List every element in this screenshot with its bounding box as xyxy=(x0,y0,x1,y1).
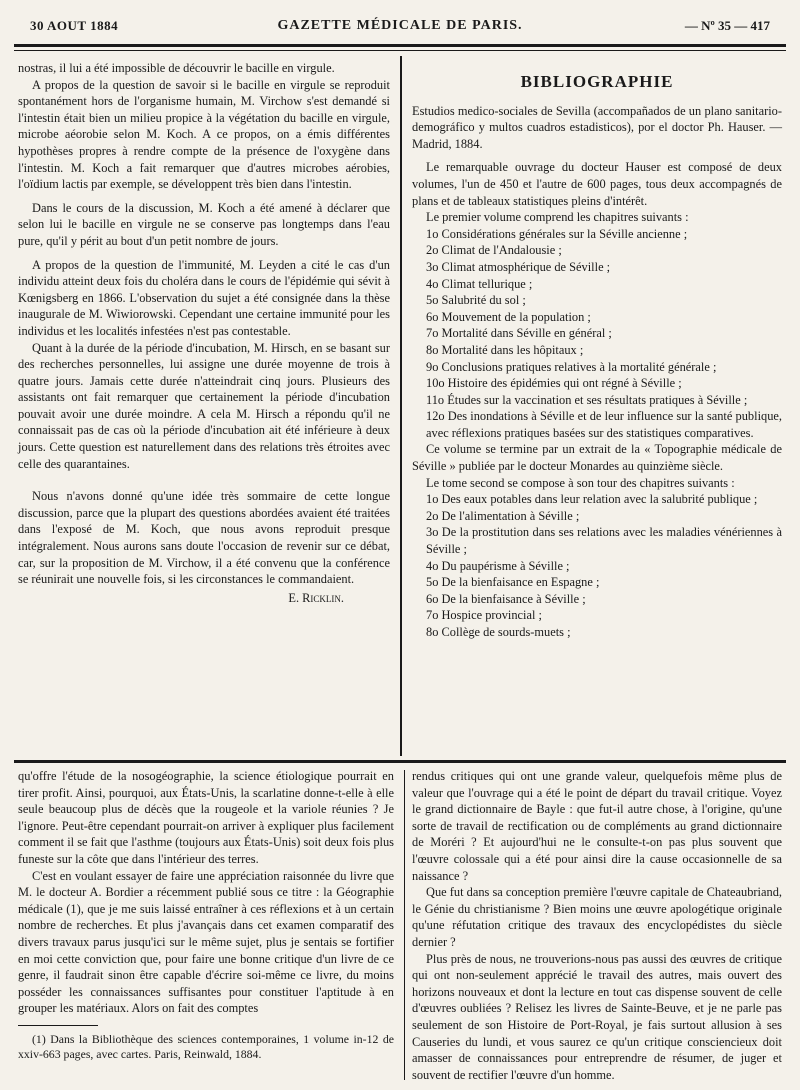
chapter-list-item: 4o Du paupérisme à Séville ; xyxy=(426,558,570,573)
chapter-list-item: 1o Considérations générales sur la Séville ancienne ; xyxy=(426,226,688,241)
paragraph: A propos de la question de savoir si le bacille en virgule se reproduit spontanément hors de l'organisme humain, M. Virchow s'est demandé si l'intestin était bien un milieu propice à la végétation du bacille en virgule, microbe aéorobie selon M. Koch. A ce propos, on a émis différentes hypothèses propres à rendre compte de la présence de l'oxygène dans l'intestin. M. Koch a fait remarquer que d'autres microbes aérobies, l'oïdium lactis par exemple, se développent très bien dans l'intestin. xyxy=(18,77,390,192)
chapter-list-item: 3o Climat atmosphérique de Séville ; xyxy=(426,259,611,274)
chapter-list-item: 10o Histoire des épidémies qui ont régné à Séville ; xyxy=(426,376,682,391)
paragraph: Dans le cours de la discussion, M. Koch a été amené à déclarer que selon lui le bacille en virgule ne se conserve pas longtemps dans l'eau pure, qu'il y périt au bout d'un petit nombre de jours. xyxy=(18,200,390,248)
journal-title: GAZETTE MÉDICALE DE PARIS. xyxy=(277,18,523,33)
chapter-list-item: 5o Salubrité du sol ; xyxy=(426,293,526,308)
chapter-list-item: 6o De la bienfaisance à Séville ; xyxy=(426,591,586,606)
footnote: (1) Dans la Bibliothèque des sciences contemporaines, 1 volume in-12 de xxiv-663 pages, avec cartes. Paris, Reinwald, 1884. xyxy=(18,1031,394,1061)
paragraph: A propos de la question de l'immunité, M. Leyden a cité le cas d'un individu atteint deux fois du choléra dans le cours de l'épidémie qui sévit à Kœnigsberg en 1866. L'observation du sujet a été consignée dans la thèse inaugurale de M. Wiwiorowski. Cependant une certaine immunité pour les individus et les localités infestées n'est pas contestable. xyxy=(18,257,390,338)
book-reference: Estudios medico-sociales de Sevilla (accompañados de un plano sanitario-demográfico y multos cuadros estadisticos), por el doctor Ph. Hauser. — Madrid, 1884. xyxy=(412,103,782,151)
chapter-list-volume-1 xyxy=(412,226,782,442)
author-signature: E. Ricklin. xyxy=(288,590,344,605)
left-column-bottom xyxy=(18,768,394,1062)
chapter-list-item: 8o Mortalité dans les hôpitaux ; xyxy=(426,342,584,357)
paragraph: Ce volume se termine par un extrait de la « Topographie médicale de Séville » publiée par le docteur Monardes au quinzième siècle. xyxy=(412,442,782,474)
right-column-top xyxy=(412,60,782,641)
section-title: BIBLIOGRAPHIE xyxy=(520,72,674,91)
chapter-list-volume-2 xyxy=(412,491,782,640)
header-rule xyxy=(14,44,786,47)
chapter-list-item: 7o Hospice provincial ; xyxy=(426,608,542,623)
paragraph: nostras, il lui a été impossible de découvrir le bacille en virgule. xyxy=(18,61,335,75)
paragraph: Quant à la durée de la période d'incubation, M. Hirsch, en se basant sur des recherches personnelles, lui assigne une durée moyenne de trois à quatre jours. Jamais cette durée n'atteindrait cinq jours. Plusieurs des assistants ont fait remarquer que certainement la période d'incubation pouvait avoir une durée moindre. A cela M. Hirsch a répondu qu'il ne connaissait pas de cas où la période d'incubation ait été inférieure à deux jours. Cette question est naturellement dans des relations très étroites avec celle des quarantaines. xyxy=(18,340,390,471)
paragraph: Nous n'avons donné qu'une idée très sommaire de cette longue discussion, parce que la plupart des questions abordées avaient été traitées dans l'exposé de M. Koch, que nous avons reproduit presque intégralement. Nous aurons sans doute l'occasion de revenir sur ce débat, car, sur la proposition de M. Virchow, il a été convenu que la conférence se réunirait une nouvelle fois, si les circonstances le commandaient. xyxy=(18,489,390,587)
issue-date: 30 AOUT 1884 xyxy=(30,18,119,33)
page-header xyxy=(14,14,786,40)
chapter-list-item: 4o Climat tellurique ; xyxy=(426,276,533,291)
footnote-rule xyxy=(18,1025,98,1026)
left-column-top xyxy=(18,60,390,606)
chapter-list-item: 5o De la bienfaisance en Espagne ; xyxy=(426,575,600,590)
header-rule-thin xyxy=(14,50,786,51)
chapter-list-item: 3o De la prostitution dans ses relations avec les maladies vénériennes à Séville ; xyxy=(426,525,782,557)
right-column-bottom xyxy=(412,768,782,1083)
chapter-list-item: 2o De l'alimentation à Séville ; xyxy=(426,508,580,523)
paragraph: qu'offre l'étude de la nosogéographie, la science étiologique pourrait en tirer profit. Ainsi, pourquoi, aux États-Unis, la scarlatine donne-t-elle à elle seule beaucoup plus de décès que la rougeole et la variole réunies ? Je l'ignore. Peut-être cependant pourrait-on arriver à expliquer plus facilement comment il se fait que l'asthme (toujours aux États-Unis) soit deux fois plus funeste sur la côte que dans l'intérieur des terres. xyxy=(18,769,394,866)
paragraph: Le premier volume comprend les chapitres suivants : xyxy=(426,210,689,225)
chapter-list-item: 6o Mouvement de la population ; xyxy=(426,309,591,324)
chapter-list-item: 2o Climat de l'Andalousie ; xyxy=(426,243,562,258)
paragraph: Le remarquable ouvrage du docteur Hauser est composé de deux volumes, l'un de 450 et l'autre de 600 pages, tous deux accompagnés de plans et de tableaux statistiques pleins d'intérêt. xyxy=(412,160,782,208)
chapter-list-item: 1o Des eaux potables dans leur relation avec la salubrité publique ; xyxy=(426,492,758,507)
column-divider-bottom xyxy=(404,770,405,1080)
paragraph: C'est en voulant essayer de faire une appréciation raisonnée du livre que M. le docteur A. Bordier a récemment publié sous ce titre : la Géographie médicale (1), que je me suis laissé entraîner à ces réflexions et à un certain nombre de recherches. Et plus j'avançais dans cet examen comparatif des divers travaux parus jusqu'ici sur le même sujet, plus je sentais se fortifier en moi cette conviction que, pour faire une bonne critique d'un livre de ce genre, il faudrait sinon être capable d'écrire soi-même ce livre, du moins posséder les connaissances suffisantes pour constituer l'aptitude à en grouper les matériaux. Alors on fait des comptes xyxy=(18,868,394,1016)
chapter-list-item: 8o Collège de sourds-muets ; xyxy=(426,625,571,639)
paragraph: Plus près de nous, ne trouverions-nous pas aussi des œuvres de critique qui ont non-seulement apprécié le travail des autres, mais ouvert des horizons nouveaux et dont la lecture en tout cas dispense souvent de celle d'œuvres oubliées ? Relisez les livres de Sainte-Beuve, et je ne parle pas seulement de son Histoire de Port-Royal, je fais surtout allusion à ses Causeries du lundi, et vous saurez ce qu'un critique consciencieux doit amasser de connaissances pour entreprendre de résumer, de juger et souvent de rectifier l'œuvre d'un homme. xyxy=(412,951,782,1082)
chapter-list-item: 12o Des inondations à Séville et de leur influence sur la santé publique, avec réflexions pratiques basées sur des statistiques comparatives. xyxy=(426,409,782,440)
chapter-list-item: 11o Études sur la vaccination et ses résultats pratiques à Séville ; xyxy=(426,392,748,407)
paragraph: Le tome second se compose à son tour des chapitres suivants : xyxy=(426,475,735,490)
section-rule xyxy=(14,760,786,763)
column-divider-top xyxy=(400,56,402,756)
chapter-list-item: 7o Mortalité dans Séville en général ; xyxy=(426,326,612,341)
issue-page-number: — Nº 35 — 417 xyxy=(684,18,770,33)
paragraph: Que fut dans sa conception première l'œuvre capitale de Chateaubriand, le Génie du christianisme ? Bien moins une œuvre apologétique originale qu'une réfutation critique des travaux des encyclopédistes du siècle dernier ? xyxy=(412,885,782,949)
chapter-list-item: 9o Conclusions pratiques relatives à la mortalité générale ; xyxy=(426,359,717,374)
paragraph: rendus critiques qui ont une grande valeur, quelquefois même plus de valeur que l'ouvrage qui a été le point de départ du travail critique. Voyez le grand dictionnaire de Bayle : que fut-il autre chose, à l'origine, qu'une sorte de travail de rectification ou de compléments au grand dictionnaire de Moréri ? Et aujourd'hui ne le consulte-t-on pas plus souvent que l'œuvre colossale qui a été pour ainsi dire la cause occasionnelle de sa naissance ? xyxy=(412,769,782,883)
